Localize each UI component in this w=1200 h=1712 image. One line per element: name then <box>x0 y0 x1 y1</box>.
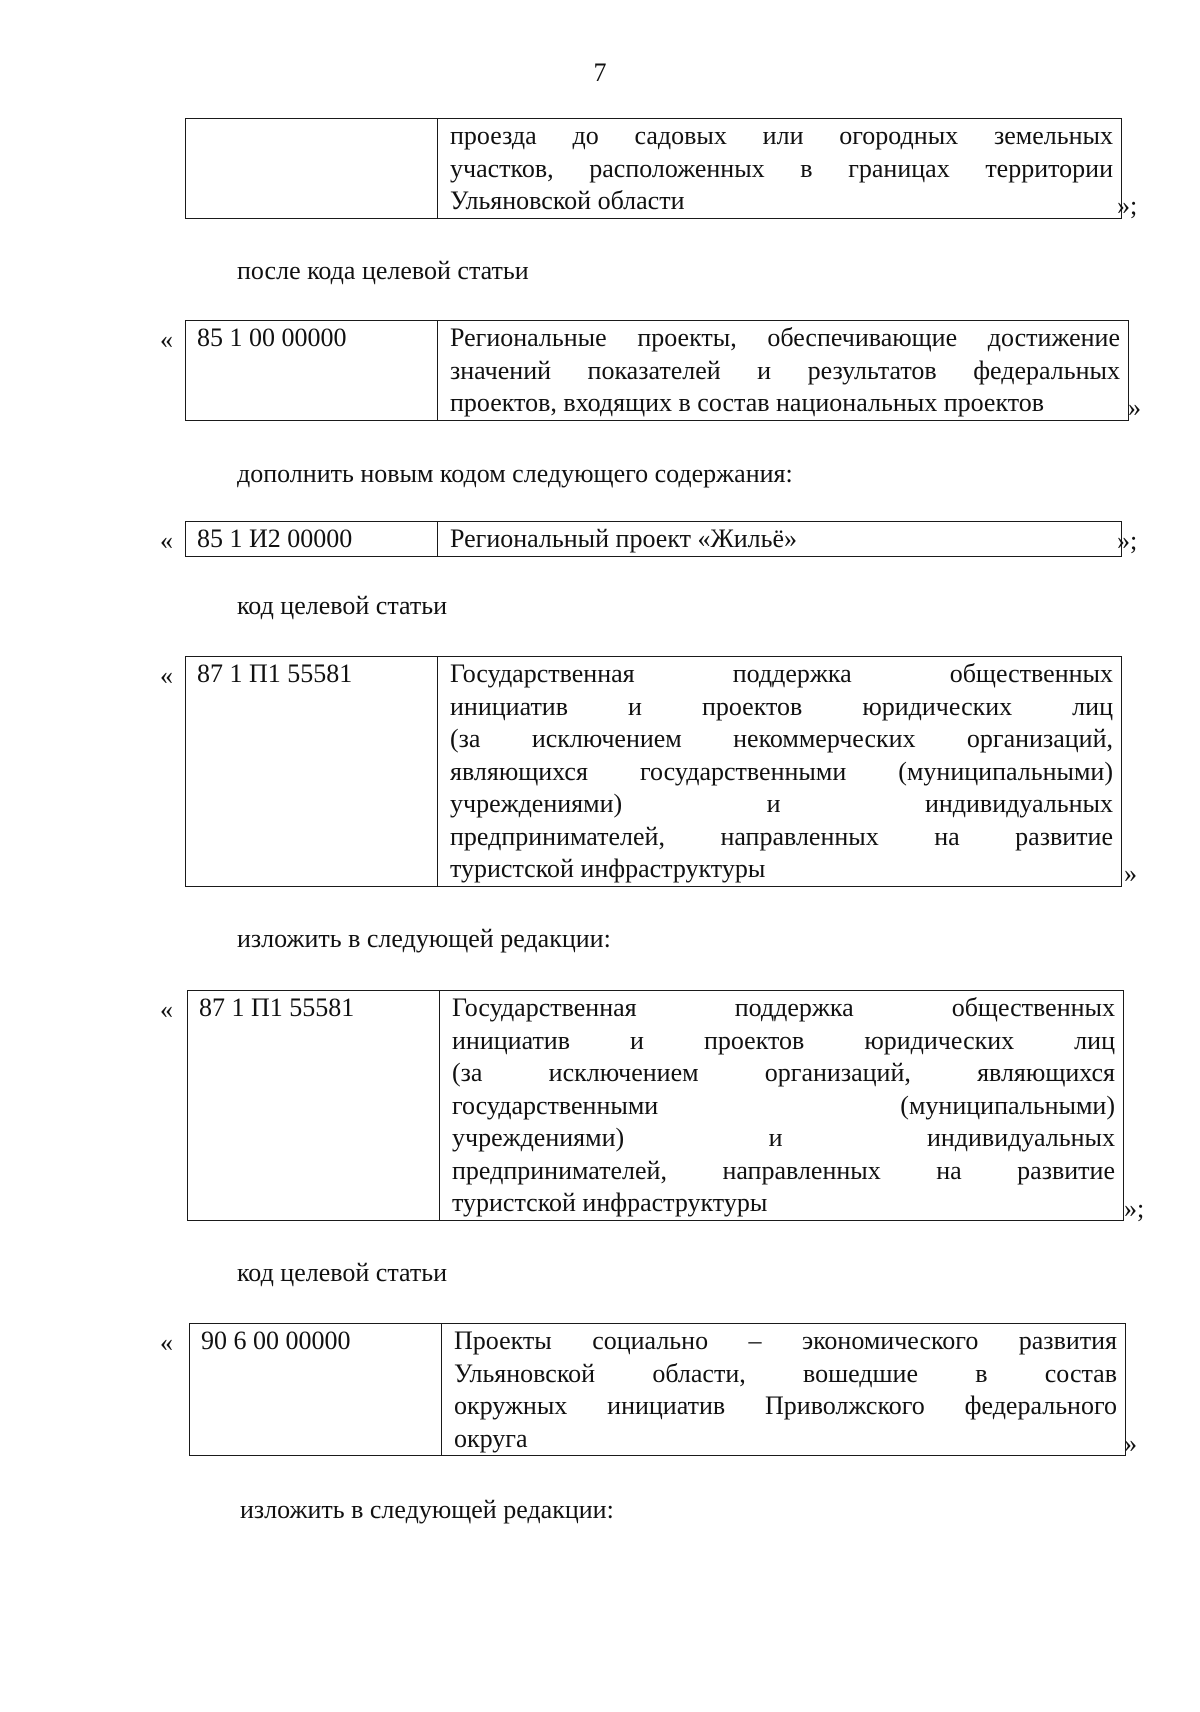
continuation-table <box>185 118 1122 219</box>
closing-quote: »; <box>1117 191 1138 220</box>
description-cell <box>438 657 1122 887</box>
target-code-cell: 87 1 П1 55581 <box>186 657 438 887</box>
opening-quote: « <box>160 995 173 1024</box>
description-cell <box>438 321 1129 421</box>
target-code-cell: 85 1 00 00000 <box>186 321 438 421</box>
opening-quote: « <box>160 526 173 555</box>
description-line: инициатив и проектов юридических лиц <box>452 1025 1115 1055</box>
target-code-cell: 85 1 И2 00000 <box>186 522 438 557</box>
instruction-text: дополнить новым кодом следующего содержания: <box>237 459 793 488</box>
description-line: предпринимателей, направленных на развитие <box>452 1155 1115 1185</box>
target-code-table <box>187 990 1124 1221</box>
description-line: (за исключением организаций, являющихся <box>452 1058 1115 1087</box>
target-code-cell: 87 1 П1 55581 <box>188 991 440 1221</box>
description-line: проектов, входящих в состав национальных проектов <box>450 388 1045 417</box>
description-line: являющихся государственными (муниципальными) <box>450 756 1113 786</box>
opening-quote: « <box>160 1328 173 1357</box>
description-line: государственными (муниципальными) <box>452 1090 1115 1120</box>
description-line: проезда до садовых или огородных земельных <box>450 121 1113 150</box>
closing-quote: »; <box>1124 1194 1145 1223</box>
opening-quote: « <box>160 661 173 690</box>
page-number: 7 <box>593 58 607 87</box>
instruction-text: изложить в следующей редакции: <box>240 1495 614 1524</box>
description-line: Ульяновской области <box>450 186 685 215</box>
target-code-cell: 90 6 00 00000 <box>190 1324 442 1456</box>
description-line: окружных инициатив Приволжского федерального <box>454 1391 1117 1420</box>
description-line: инициатив и проектов юридических лиц <box>450 691 1113 721</box>
description-line: Государственная поддержка общественных <box>450 659 1113 688</box>
instruction-text: изложить в следующей редакции: <box>237 924 611 953</box>
closing-quote: » <box>1124 859 1137 888</box>
description-line: Региональный проект «Жильё» <box>450 524 798 553</box>
instruction-text: после кода целевой статьи <box>237 256 529 285</box>
closing-quote: »; <box>1117 526 1138 555</box>
description-line: туристской инфраструктуры <box>452 1188 768 1217</box>
description-line: Региональные проекты, обеспечивающие достижение <box>450 323 1120 352</box>
description-line: учреждениями) и индивидуальных <box>452 1123 1115 1152</box>
description-line: Государственная поддержка общественных <box>452 993 1115 1022</box>
instruction-text: код целевой статьи <box>237 591 447 620</box>
closing-quote: » <box>1128 393 1141 422</box>
description-line: туристской инфраструктуры <box>450 854 766 883</box>
description-line: предпринимателей, направленных на развитие <box>450 821 1113 851</box>
target-code-table <box>185 656 1122 887</box>
instruction-text: код целевой статьи <box>237 1258 447 1287</box>
description-cell <box>440 991 1124 1221</box>
closing-quote: » <box>1124 1429 1137 1458</box>
description-cell <box>438 522 1122 557</box>
description-line: (за исключением некоммерческих организаций, <box>450 724 1113 753</box>
description-line: округа <box>454 1423 528 1453</box>
target-code-table <box>185 320 1129 421</box>
description-line: учреждениями) и индивидуальных <box>450 789 1113 818</box>
description-cell <box>438 119 1122 219</box>
description-line: значений показателей и результатов федеральных <box>450 355 1120 385</box>
description-line: Проекты социально – экономического развития <box>454 1326 1117 1355</box>
description-cell <box>442 1324 1126 1456</box>
target-code-table <box>185 521 1122 557</box>
code-cell-empty <box>186 119 438 219</box>
description-line: участков, расположенных в границах территории <box>450 153 1113 183</box>
opening-quote: « <box>160 325 173 354</box>
description-line: Ульяновской области, вошедшие в состав <box>454 1358 1117 1388</box>
target-code-table <box>189 1323 1126 1456</box>
